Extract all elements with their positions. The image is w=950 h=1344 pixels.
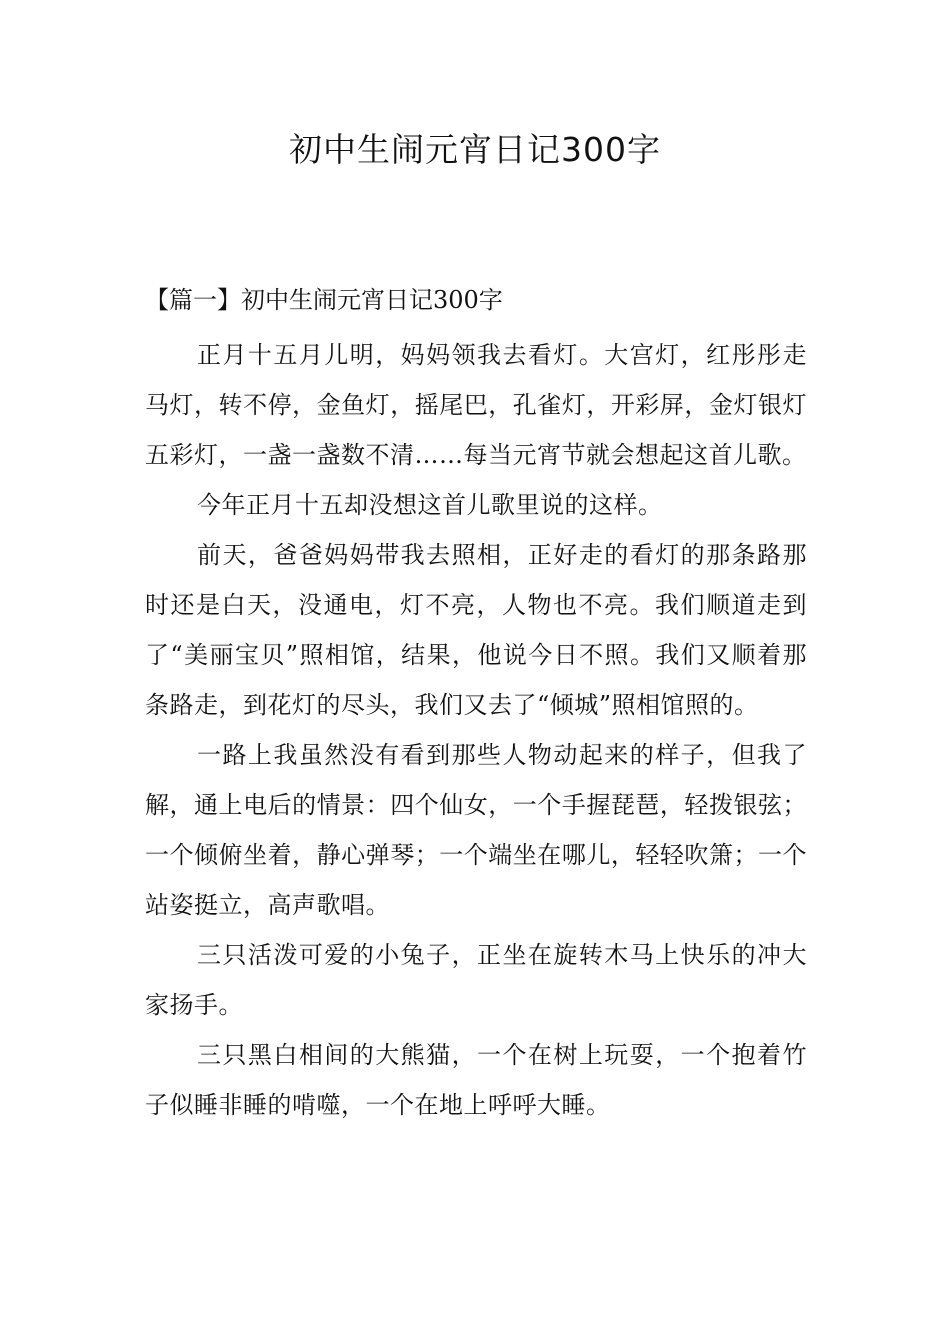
paragraph-1: 正月十五月儿明，妈妈领我去看灯。大宫灯，红彤彤走马灯，转不停，金鱼灯，摇尾巴，孔雀灯，开彩屏，金灯银灯五彩灯，一盏一盏数不清……每当元宵节就会想起这首儿歌。	[145, 341, 807, 469]
section-heading: 【篇一】初中生闹元宵日记300字	[145, 286, 503, 314]
document-title: 初中生闹元宵日记300字	[289, 130, 661, 169]
paragraph-6: 三只黑白相间的大熊猫，一个在树上玩耍，一个抱着竹子似睡非睡的啃噬，一个在地上呼呼大睡。	[145, 1041, 807, 1119]
document-body	[145, 280, 807, 1130]
paragraph-4: 一路上我虽然没有看到那些人物动起来的样子，但我了解，通上电后的情景：四个仙女，一个手握琵琶，轻拨银弦；一个倾俯坐着，静心弹琴；一个端坐在哪儿，轻轻吹箫；一个站姿挺立，高声歌唱。	[145, 741, 807, 919]
paragraph-2: 今年正月十五却没想这首儿歌里说的这样。	[197, 491, 663, 519]
paragraph-5: 三只活泼可爱的小兔子，正坐在旋转木马上快乐的冲大家扬手。	[145, 941, 807, 1019]
paragraph-3: 前天，爸爸妈妈带我去照相，正好走的看灯的那条路那时还是白天，没通电，灯不亮，人物也不亮。我们顺道走到了“美丽宝贝”照相馆，结果，他说今日不照。我们又顺着那条路走，到花灯的尽头，我们又去了“倾城”照相馆照的。	[145, 541, 807, 719]
